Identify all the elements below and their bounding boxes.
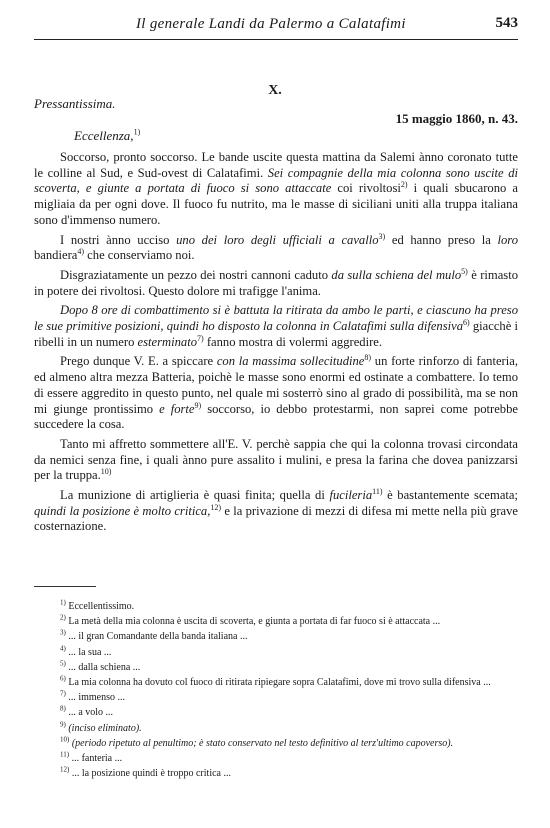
letter-body	[34, 150, 518, 535]
footnote	[34, 646, 518, 659]
footnote-number: 12)	[60, 765, 70, 774]
footnote-number: 11)	[60, 750, 70, 759]
italic-text: esterminato	[137, 334, 197, 349]
text-run: ... la posizione quindi è troppo critica ...	[71, 768, 231, 780]
text-run: ... a volo ...	[68, 707, 114, 719]
footnote-number: 7)	[60, 689, 66, 698]
footnote	[34, 706, 518, 719]
paragraph-7	[34, 488, 518, 535]
italic-text: (inciso eliminato).	[68, 722, 142, 734]
text-run: bandiera	[34, 248, 78, 263]
text-run: I nostri ànno ucciso	[60, 232, 177, 247]
text-run: La mia colonna ha dovuto col fuoco di ritirata ripiegare sopra Calatafimi, dove mi trovo sulla difensiva ...	[68, 677, 491, 689]
paragraph-4	[34, 303, 518, 350]
italic-text: con la massima sollecitudine	[216, 354, 365, 369]
text-run: Soccorso, pronto soccorso. Le bande uscite questa mattina da Salemi ànno coronato tutte le colline al Sud, e Sud-ovest di Calatafimi.	[34, 150, 518, 180]
footnote-number: 4)	[60, 644, 66, 653]
text-run: è rimasto in potere dei rivoltosi. Questo dolore mi trafigge l'anima.	[34, 267, 518, 298]
footnote-ref: 4)	[77, 247, 85, 257]
text-run: che conserviamo noi.	[84, 248, 195, 263]
footnote	[34, 767, 518, 780]
text-run: Eccellentissimo.	[68, 601, 135, 612]
footnote-number: 6)	[60, 674, 66, 683]
footnote-ref: 8)	[364, 353, 372, 363]
salutation-note-ref: 1)	[133, 127, 141, 137]
letter-date: 15 maggio 1860, n. 43.	[395, 111, 518, 126]
footnote-number: 8)	[60, 705, 66, 714]
footnote-ref: 5)	[461, 266, 468, 276]
italic-text: quindi la posizione è molto critica,	[34, 503, 211, 518]
paragraph-1	[34, 150, 518, 229]
footnote-ref: 7)	[197, 333, 204, 343]
footnote-ref: 12)	[210, 502, 222, 512]
footnote-ref: 11)	[372, 486, 383, 496]
footnote-number: 2)	[60, 613, 66, 622]
text-run: ... dalla schiena ...	[68, 661, 141, 673]
page-number: 543	[495, 15, 518, 31]
footnote	[34, 737, 518, 750]
footnote-number: 5)	[60, 659, 66, 668]
text-run: ... fanteria ...	[71, 753, 123, 765]
paragraph-3	[34, 268, 518, 299]
italic-text: (periodo ripetuto al penultimo; è stato conservato nel testo definitivo al terz'ultimo capoverso).	[71, 737, 454, 749]
footnote	[34, 691, 518, 704]
text-run: ... la sua ...	[68, 646, 112, 658]
footnote	[34, 676, 518, 689]
text-run: e la privazione di mezzi di difesa mi mette nella più grave costernazione.	[34, 503, 518, 534]
text-run: La munizione di artiglieria è quasi finita; quella di	[60, 488, 330, 503]
footnote	[34, 600, 518, 613]
footnote-number: 10)	[60, 735, 70, 744]
salutation	[74, 128, 140, 144]
salutation-text: Eccellenza,	[74, 128, 134, 143]
text-run: Disgraziatamente un pezzo dei nostri cannoni caduto	[60, 267, 332, 282]
section-number: X.	[268, 83, 282, 98]
text-run: i quali sbucarono a migliaia da per ogni dove. Il fuoco fu nutrito, ma le masse di siciliani uniti alla truppa italiana sono d'immenso numero.	[34, 181, 518, 227]
italic-text: fucileria	[329, 488, 373, 503]
text-run: Prego dunque V. E. a spiccare	[60, 354, 217, 369]
footnote-ref: 9)	[194, 400, 202, 410]
italic-text: Sei compagnie della mia colonna sono uscite di scoverta, e giunte a portata di fuoco si sono attaccate	[34, 165, 518, 196]
running-title: Il generale Landi da Palermo a Calatafimi	[136, 16, 406, 32]
footnote-number: 3)	[60, 629, 66, 638]
text-run: giacchè i ribelli in un numero	[34, 319, 518, 349]
footnote	[34, 661, 518, 674]
footnote-number: 1)	[60, 598, 66, 607]
text-run: Tanto mi affretto sommettere all'E. V. perchè sappia che qui la colonna trovasi circondata da nemici senza fine, i quali ànno pure assalito i mulini, e presa la farina che dovea panizzarsi per la truppa.	[34, 436, 518, 483]
text-run: fanno mostra di volermi aggredire.	[203, 334, 383, 349]
footnote-ref: 3)	[378, 231, 386, 241]
text-run: soccorso, io debbo protestarmi, non saprei come potrebbe succedere la cosa.	[34, 401, 518, 432]
footnote	[34, 722, 518, 735]
text-run: ... il gran Comandante della banda italiana ...	[68, 631, 248, 643]
footnote	[34, 615, 518, 628]
text-run: è bastantemente scemata;	[382, 488, 518, 503]
header-rule	[34, 39, 518, 40]
italic-text: uno dei loro degli ufficiali a cavallo	[176, 232, 379, 247]
paragraph-6	[34, 437, 518, 484]
text-run: un forte rinforzo di fanteria, ed almeno altra mezza Batteria, poichè le masse sono enormi ed ostinate a combattere. Io temo di essere aggredito in questo punto, nel quale mi sosterrò sino al grado di possibilità, ma se non mi giunge prontissimo	[34, 354, 518, 416]
italic-text: loro	[497, 232, 518, 247]
text-run: ed hanno preso la	[385, 232, 498, 247]
footnote	[34, 630, 518, 643]
text-run: coi rivoltosi	[331, 181, 401, 196]
paragraph-2	[34, 233, 518, 264]
footnote-ref: 2)	[400, 180, 408, 190]
footnote-ref: 10)	[100, 467, 112, 477]
paragraph-5	[34, 354, 518, 433]
italic-text: da sulla schiena del mulo	[331, 267, 462, 282]
italic-text: e forte	[159, 401, 195, 416]
footnote-number: 9)	[60, 720, 66, 729]
running-header	[34, 14, 518, 36]
text-run: ... immenso ...	[68, 692, 126, 704]
footnotes	[34, 600, 518, 782]
text-run: La metà della mia colonna è uscita di scoverta, e giunta a portata di far fuoco si è attaccata ...	[68, 616, 441, 628]
footnote-rule	[34, 586, 96, 587]
italic-text: Dopo 8 ore di combattimento si è battuta la ritirata da ambo le parti, e ciascuno ha preso le sue primitive posizioni, quindi ho disposto la colonna in Calatafimi sulla difensiva	[34, 303, 518, 334]
footnote-ref: 6)	[463, 317, 470, 327]
urgency-note: Pressantissima.	[34, 96, 116, 111]
footnote	[34, 752, 518, 765]
